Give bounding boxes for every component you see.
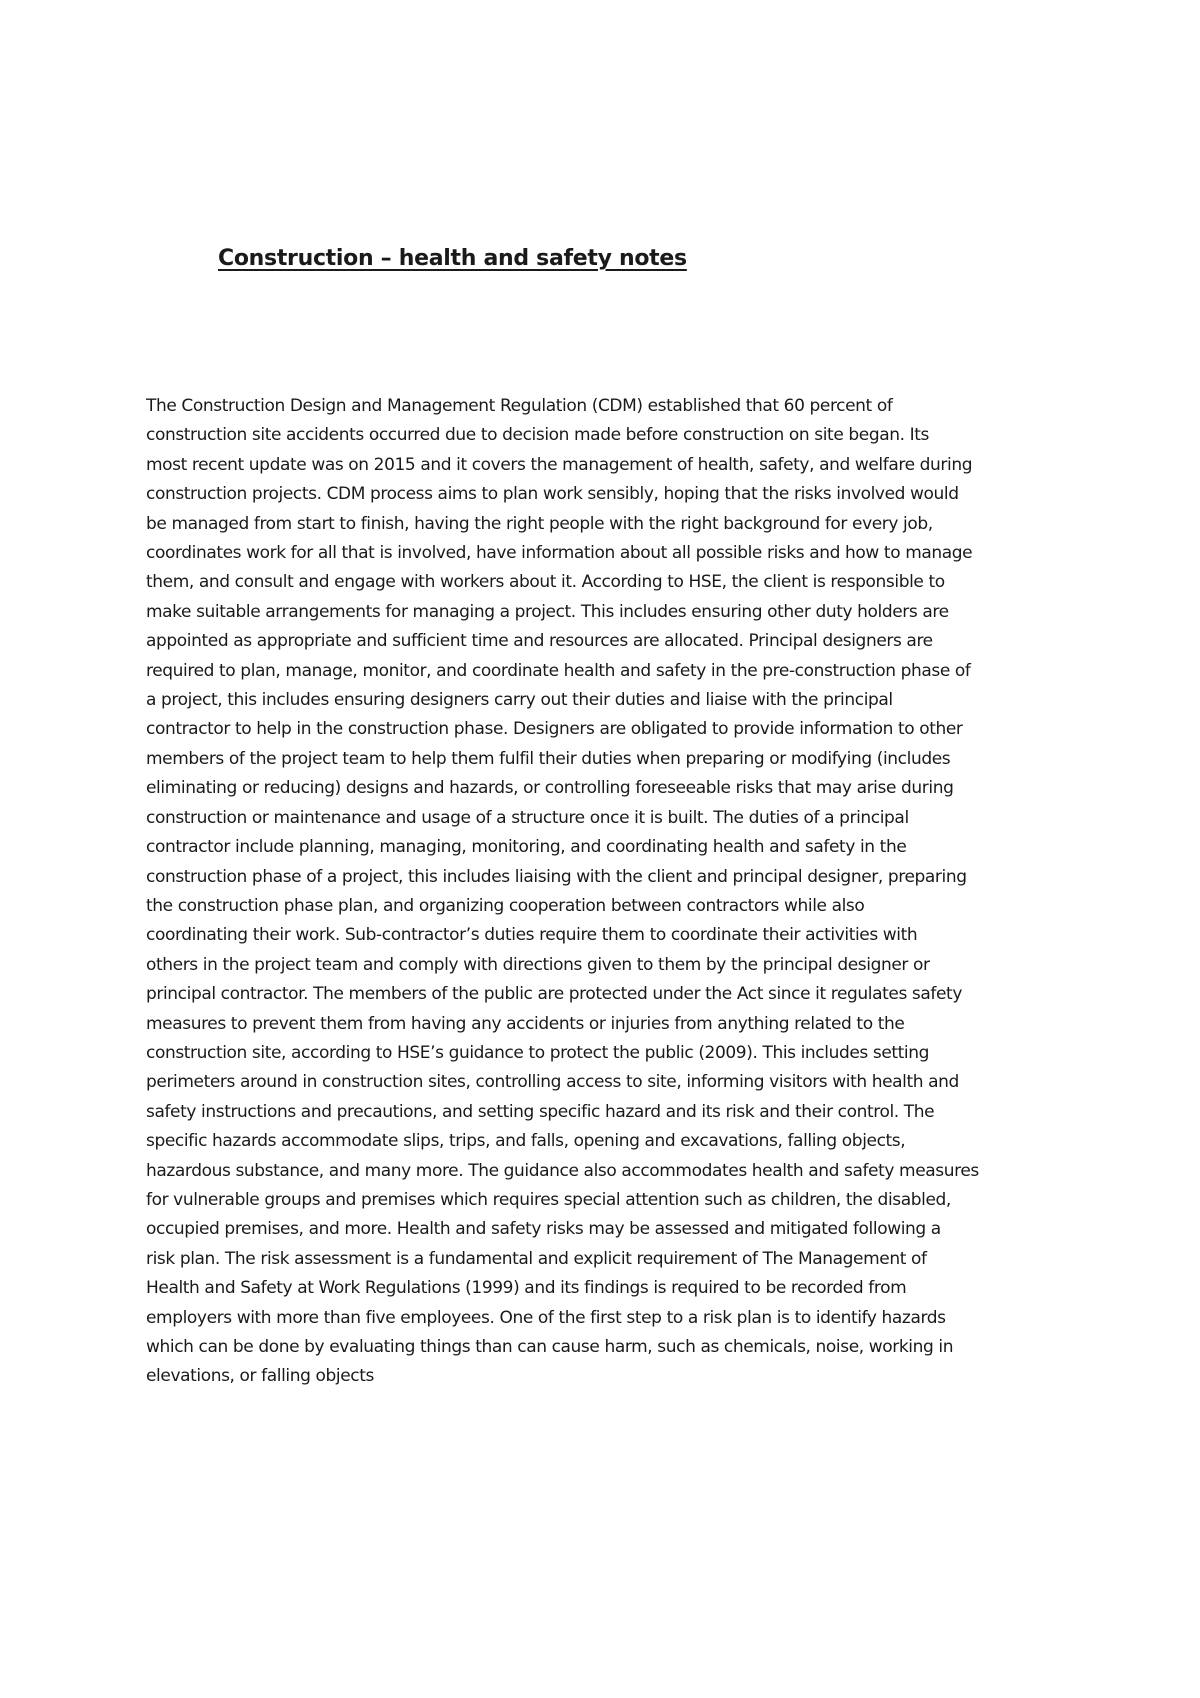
document-body bbox=[146, 392, 1076, 1392]
body-line: which can be done by evaluating things than can cause harm, such as chemicals, noise, working in bbox=[146, 1337, 954, 1357]
body-line: risk plan. The risk assessment is a fundamental and explicit requirement of The Management of bbox=[146, 1248, 927, 1269]
body-line: make suitable arrangements for managing a project. This includes ensuring other duty holders are bbox=[146, 601, 949, 622]
body-line: contractor to help in the construction phase. Designers are obligated to provide information to other bbox=[146, 719, 963, 740]
body-line: a project, this includes ensuring designers carry out their duties and liaise with the principal bbox=[146, 690, 893, 711]
body-line: employers with more than five employees. One of the first step to a risk plan is to identify hazards bbox=[146, 1307, 946, 1328]
body-line: appointed as appropriate and sufficient time and resources are allocated. Principal designers are bbox=[146, 631, 933, 652]
body-line: most recent update was on 2015 and it covers the management of health, safety, and welfare during bbox=[146, 454, 973, 475]
body-line: perimeters around in construction sites, controlling access to site, informing visitors with health and bbox=[146, 1072, 959, 1093]
body-line: members of the project team to help them fulfil their duties when preparing or modifying (includes bbox=[146, 748, 951, 769]
body-line: them, and consult and engage with workers about it. According to HSE, the client is responsible to bbox=[146, 572, 945, 593]
body-line: construction phase of a project, this includes liaising with the client and principal designer, preparing bbox=[146, 866, 967, 887]
body-line: required to plan, manage, monitor, and coordinate health and safety in the pre-construction phase of bbox=[146, 660, 971, 681]
body-line: be managed from start to finish, having the right people with the right background for every job, bbox=[146, 513, 933, 534]
body-line: contractor include planning, managing, monitoring, and coordinating health and safety in the bbox=[146, 837, 907, 858]
body-line: construction or maintenance and usage of a structure once it is built. The duties of a principal bbox=[146, 807, 909, 828]
body-line: the construction phase plan, and organizing cooperation between contractors while also bbox=[146, 895, 865, 916]
body-line: construction site, according to HSE’s guidance to protect the public (2009). This includes setting bbox=[146, 1042, 929, 1063]
body-line: construction site accidents occurred due to decision made before construction on site began. Its bbox=[146, 425, 929, 446]
body-line: principal contractor. The members of the public are protected under the Act since it regulates safety bbox=[146, 984, 962, 1005]
body-line: Health and Safety at Work Regulations (1999) and its findings is required to be recorded from bbox=[146, 1278, 907, 1299]
body-line: occupied premises, and more. Health and safety risks may be assessed and mitigated following a bbox=[146, 1219, 941, 1240]
body-line: construction projects. CDM process aims to plan work sensibly, hoping that the risks involved would bbox=[146, 484, 959, 505]
body-line: others in the project team and comply with directions given to them by the principal designer or bbox=[146, 954, 930, 975]
document-title: Construction – health and safety notes bbox=[218, 246, 687, 271]
body-line: for vulnerable groups and premises which requires special attention such as children, the disabled, bbox=[146, 1189, 951, 1210]
body-line: specific hazards accommodate slips, trips, and falls, opening and excavations, falling objects, bbox=[146, 1131, 906, 1152]
body-line: elevations, or falling objects bbox=[146, 1366, 374, 1387]
body-line: measures to prevent them from having any accidents or injuries from anything related to the bbox=[146, 1013, 905, 1034]
body-line: The Construction Design and Management Regulation (CDM) established that 60 percent of bbox=[146, 396, 893, 416]
body-line: hazardous substance, and many more. The guidance also accommodates health and safety measures bbox=[146, 1160, 979, 1181]
body-line: coordinates work for all that is involved, have information about all possible risks and how to manage bbox=[146, 543, 973, 564]
body-line: coordinating their work. Sub-contractor’s duties require them to coordinate their activities with bbox=[146, 925, 918, 946]
body-line: eliminating or reducing) designs and hazards, or controlling foreseeable risks that may arise during bbox=[146, 778, 954, 799]
body-line: safety instructions and precautions, and setting specific hazard and its risk and their control. The bbox=[146, 1101, 935, 1122]
